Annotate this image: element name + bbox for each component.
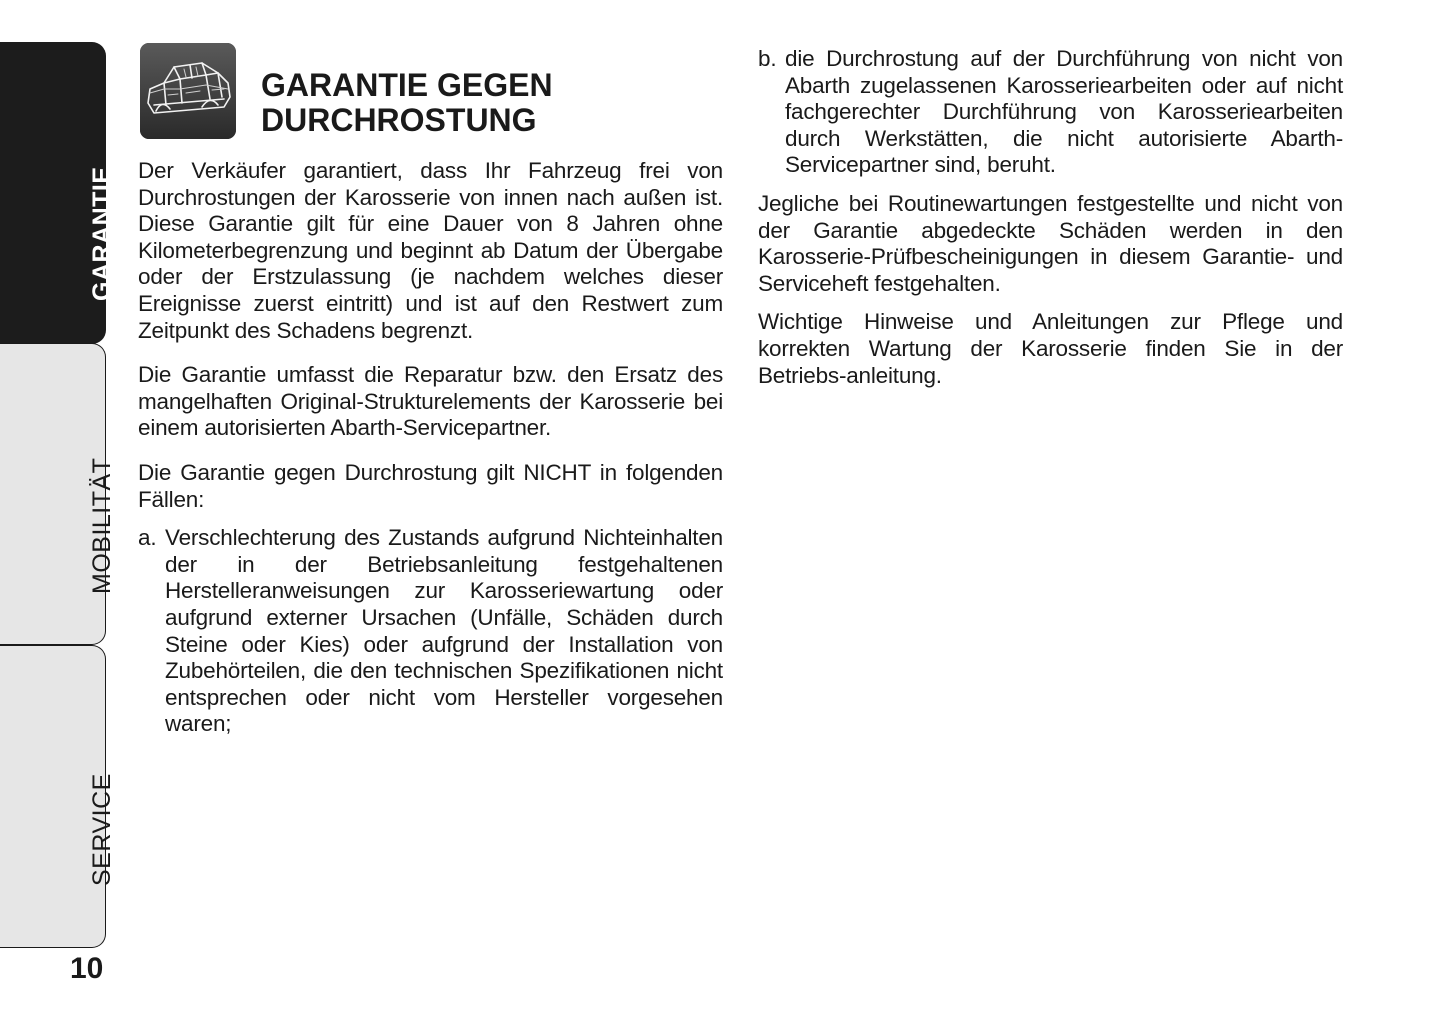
tab-service[interactable]: [0, 645, 116, 948]
page-title: [261, 68, 553, 138]
tab-mobilitaet[interactable]: [0, 343, 116, 645]
page-title-line-2: DURCHROSTUNG: [261, 102, 537, 138]
tab-garantie[interactable]: [0, 42, 116, 344]
tab-garantie-label: GARANTIE: [88, 166, 116, 301]
page-number: 10: [70, 952, 104, 985]
exclusion-item-b: [758, 46, 1343, 179]
left-column: [138, 158, 723, 738]
tab-service-label: SERVICE: [88, 773, 116, 886]
exclusion-item-a: [138, 525, 723, 738]
list-item-text: die Durchrostung auf der Durchführung von nicht von Abarth zugelassenen Karosseriearbeiten oder auf nicht fachgerechter Durchführung von Karosseriearbeiten durch Werkstätten, die nicht autorisierte Abarth-Servicepartner sind, beruht.: [785, 46, 1343, 178]
paragraph-care-instructions: Wichtige Hinweise und Anleitungen zur Pflege und korrekten Wartung der Karosserie finden Sie in der Betriebs-anleitung.: [758, 309, 1343, 388]
list-item-text: Verschlechterung des Zustands aufgrund Nichteinhalten der in der Betriebsanleitung festgehaltenen Herstelleranweisungen zur Karosseriewartung oder aufgrund externer Ursachen (Unfälle, Schäden durch Steine oder Kies) oder aufgrund der Installation von Zubehörteilen, die den technischen Spezifikationen nicht entsprechen oder nicht vom Hersteller vorgesehen waren;: [165, 525, 723, 737]
list-marker: a.: [138, 525, 157, 551]
list-marker: b.: [758, 46, 777, 71]
car-body-shell-icon: [140, 43, 236, 139]
page-title-line-1: GARANTIE GEGEN: [261, 67, 553, 103]
paragraph-warranty-intro: Der Verkäufer garantiert, dass Ihr Fahrzeug frei von Durchrostungen der Karosserie von innen nach außen ist. Diese Garantie gilt für eine Dauer von 8 Jahren ohne Kilometerbegrenzung und beginnt ab Datum der Übergabe oder der Erstzulassung (je nachdem welches dieser Ereignisse zuerst eintritt) und ist auf den Restwert zum Zeitpunkt des Schadens begrenzt.: [138, 158, 723, 343]
paragraph-warranty-scope: Die Garantie umfasst die Reparatur bzw. den Ersatz des mangelhaften Original-Strukturelements der Karosserie bei einem autorisierten Abarth-Servicepartner.: [138, 362, 723, 441]
paragraph-inspection-records: Jegliche bei Routinewartungen festgestellte und nicht von der Garantie abgedeckte Schäden werden in den Karosserie-Prüfbescheinigungen in diesem Garantie- und Serviceheft festgehalten.: [758, 190, 1343, 296]
paragraph-exclusions-intro: Die Garantie gegen Durchrostung gilt NICHT in folgenden Fällen:: [138, 459, 723, 512]
tab-mobilitaet-label: MOBILITÄT: [88, 457, 116, 594]
right-column: [758, 46, 1343, 389]
